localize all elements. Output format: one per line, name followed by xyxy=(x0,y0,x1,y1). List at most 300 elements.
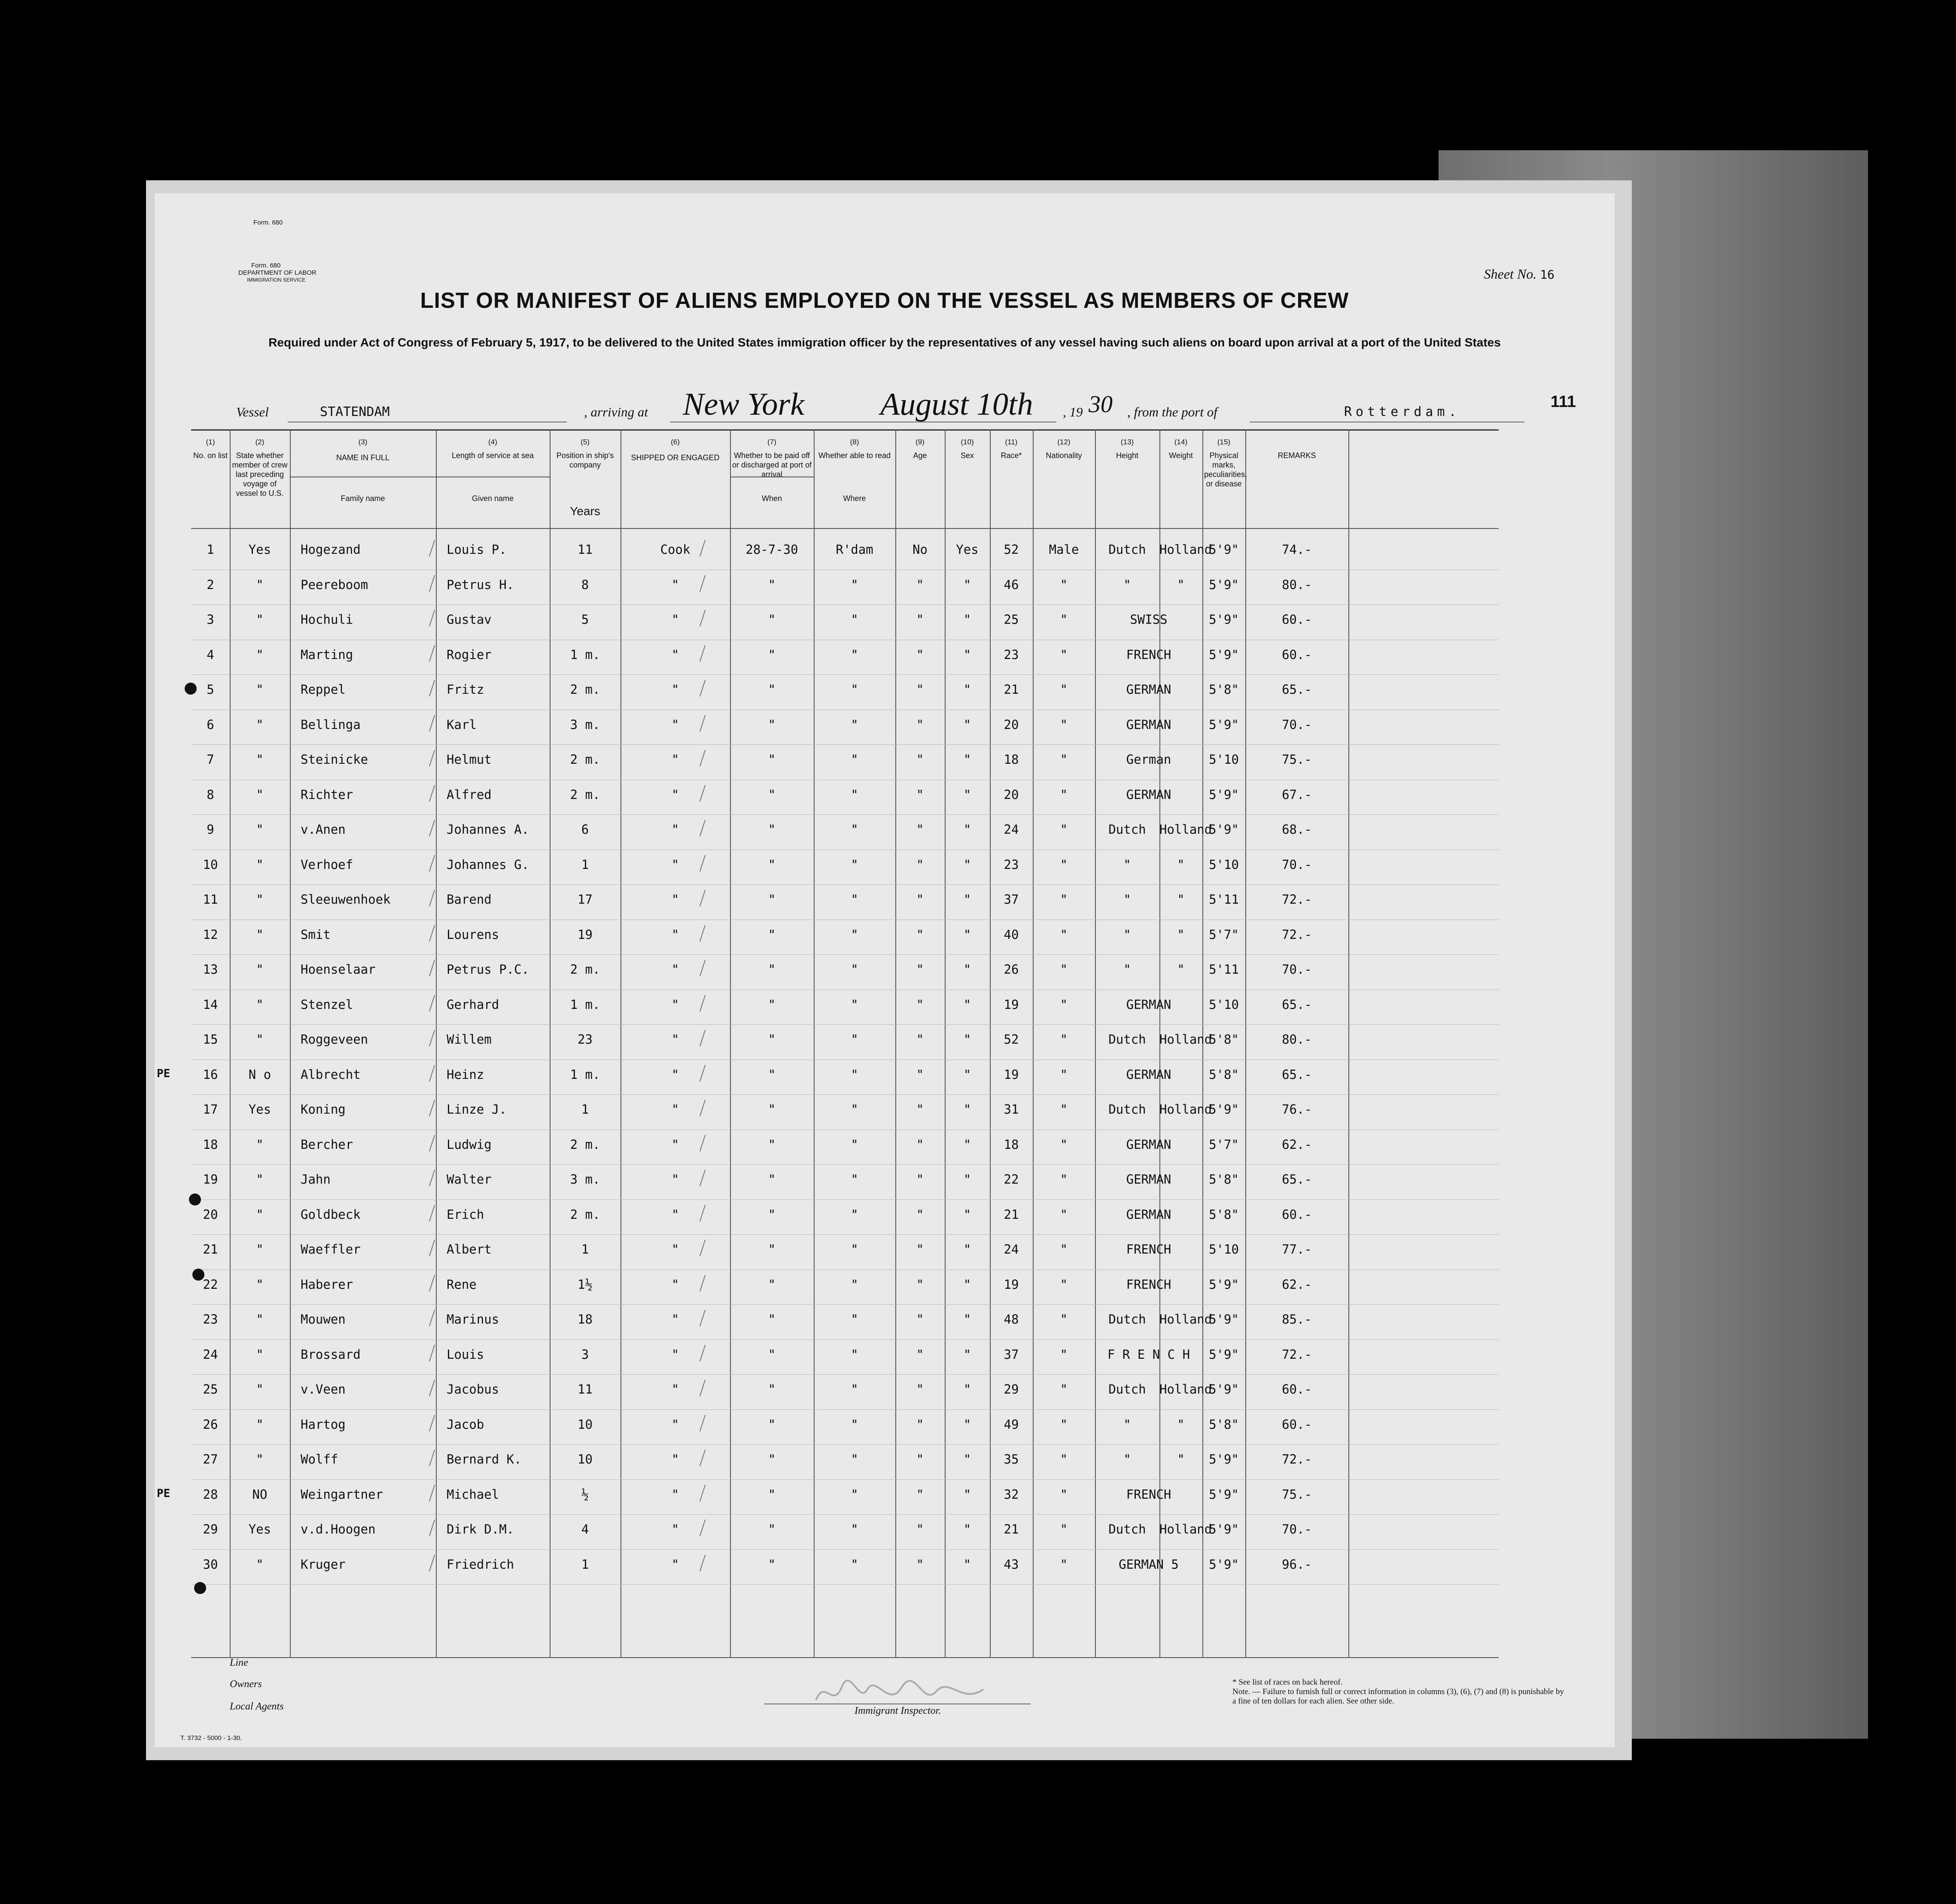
column-header-family-name: Family name xyxy=(341,494,385,503)
cell-height: 5'8" xyxy=(1209,1207,1239,1222)
cell-prev: " xyxy=(256,892,264,907)
cell-no: 2 xyxy=(207,577,214,592)
cell-paid: No xyxy=(913,542,928,557)
cell-height: 5'10 xyxy=(1209,857,1239,872)
check-mark xyxy=(429,540,435,557)
cell-position: " xyxy=(671,752,679,767)
cell-prev: " xyxy=(256,822,264,837)
check-mark xyxy=(429,1485,435,1501)
cell-where: " xyxy=(851,892,858,907)
cell-service: 1½ xyxy=(578,1277,593,1292)
cell-sex: " xyxy=(1060,1137,1068,1152)
row-line xyxy=(191,1164,1499,1165)
cell-paid: " xyxy=(916,1032,924,1047)
cell-weight: 70.- xyxy=(1282,717,1312,732)
footer-note-star: * See list of races on back hereof. xyxy=(1232,1678,1343,1687)
sheet-number-label: Sheet No. xyxy=(1484,266,1537,282)
cell-paid: " xyxy=(916,787,924,802)
cell-given: Albert xyxy=(447,1242,492,1257)
cell-family: Peereboom xyxy=(301,577,368,592)
cell-where: " xyxy=(851,717,858,732)
row-line xyxy=(191,1409,1499,1410)
cell-age: 19 xyxy=(1004,997,1019,1012)
cell-sex: Male xyxy=(1049,542,1079,557)
row-line xyxy=(191,1549,1499,1550)
cell-paid: " xyxy=(916,1067,924,1082)
cell-age: 18 xyxy=(1004,1137,1019,1152)
year-prefix: , 19 xyxy=(1063,404,1083,419)
cell-sex: " xyxy=(1060,962,1068,977)
cell-family: Waeffler xyxy=(301,1242,361,1257)
cell-when: " xyxy=(768,1172,776,1187)
column-number-14: (14) xyxy=(1174,438,1188,446)
cell-family: Jahn xyxy=(301,1172,331,1187)
cell-race: FRENCH xyxy=(1126,1487,1171,1502)
cell-when: " xyxy=(768,752,776,767)
cell-weight: 70.- xyxy=(1282,962,1312,977)
cell-paid: " xyxy=(916,927,924,942)
cell-nationality: Holland xyxy=(1159,1312,1212,1327)
cell-sex: " xyxy=(1060,1417,1068,1432)
check-mark xyxy=(429,1380,435,1397)
table-top-rule xyxy=(191,429,1499,431)
cell-race: Dutch xyxy=(1108,1522,1146,1537)
cell-no: 29 xyxy=(203,1522,218,1537)
arriving-label: , arriving at xyxy=(584,404,648,419)
cell-position: " xyxy=(671,892,679,907)
cell-weight: 65.- xyxy=(1282,682,1312,697)
cell-family: Sleeuwenhoek xyxy=(301,892,391,907)
cell-race: GERMAN xyxy=(1126,1207,1171,1222)
check-mark xyxy=(429,1100,435,1117)
department-form: Form. 680 xyxy=(251,262,281,269)
cell-given: Karl xyxy=(447,717,477,732)
cell-service: ½ xyxy=(581,1487,589,1502)
cell-paid: " xyxy=(916,1242,924,1257)
punch-hole xyxy=(194,1582,206,1594)
cell-prev: " xyxy=(256,857,264,872)
cell-weight: 67.- xyxy=(1282,787,1312,802)
cell-family: Hochuli xyxy=(301,612,353,627)
cell-service: 2 m. xyxy=(570,1137,600,1152)
cell-weight: 80.- xyxy=(1282,577,1312,592)
cell-prev: " xyxy=(256,1347,264,1362)
cell-age: 49 xyxy=(1004,1417,1019,1432)
cell-prev: N o xyxy=(248,1067,271,1082)
cell-read: " xyxy=(963,717,971,732)
arriving-place: New York xyxy=(683,387,805,422)
cell-sex: " xyxy=(1060,577,1068,592)
column-rule xyxy=(1348,429,1349,1657)
cell-race: GERMAN 5 xyxy=(1119,1557,1179,1572)
cell-given: Gustav xyxy=(447,612,492,627)
cell-no: 20 xyxy=(203,1207,218,1222)
row-line xyxy=(191,1584,1499,1585)
cell-prev: " xyxy=(256,1032,264,1047)
cell-age: 48 xyxy=(1004,1312,1019,1327)
cell-where: " xyxy=(851,1032,858,1047)
cell-weight: 85.- xyxy=(1282,1312,1312,1327)
cell-nationality: " xyxy=(1177,577,1185,592)
row-line xyxy=(191,954,1499,955)
cell-height: 5'7" xyxy=(1209,927,1239,942)
cell-race: GERMAN xyxy=(1126,682,1171,697)
cell-age: 18 xyxy=(1004,752,1019,767)
cell-where: " xyxy=(851,1172,858,1187)
cell-family: Brossard xyxy=(301,1347,361,1362)
cell-prev: " xyxy=(256,647,264,662)
cell-paid: " xyxy=(916,1347,924,1362)
cell-service: 5 xyxy=(581,612,589,627)
cell-no: 16 xyxy=(203,1067,218,1082)
cell-nationality: Holland xyxy=(1159,542,1212,557)
cell-family: Wolff xyxy=(301,1452,338,1467)
cell-service: 3 m. xyxy=(570,717,600,732)
cell-no: 4 xyxy=(207,647,214,662)
cell-race: " xyxy=(1123,962,1131,977)
cell-service: 10 xyxy=(578,1452,593,1467)
row-line xyxy=(191,744,1499,745)
cell-height: 5'9" xyxy=(1209,717,1239,732)
cell-family: Bercher xyxy=(301,1137,353,1152)
cell-paid: " xyxy=(916,822,924,837)
form-number-top: Form. 680 xyxy=(253,219,283,226)
column-header-given-name: Given name xyxy=(472,494,514,503)
cell-given: Helmut xyxy=(447,752,492,767)
column-header-6: SHIPPED OR ENGAGED xyxy=(631,453,720,462)
cell-paid: " xyxy=(916,1452,924,1467)
cell-read: " xyxy=(963,1557,971,1572)
cell-height: 5'9" xyxy=(1209,647,1239,662)
check-mark xyxy=(429,1415,435,1431)
cell-family: Hartog xyxy=(301,1417,346,1432)
column-number-10: (10) xyxy=(961,438,974,446)
cell-when: " xyxy=(768,647,776,662)
cell-when: " xyxy=(768,962,776,977)
row-line xyxy=(191,1374,1499,1375)
cell-position: " xyxy=(671,647,679,662)
punch-hole xyxy=(189,1193,201,1206)
cell-service: 2 m. xyxy=(570,787,600,802)
cell-position: " xyxy=(671,787,679,802)
column-header-3: NAME IN FULL xyxy=(336,453,390,462)
cell-family: Mouwen xyxy=(301,1312,346,1327)
cell-when: " xyxy=(768,997,776,1012)
cell-position: " xyxy=(671,1382,679,1397)
page-number: 111 xyxy=(1550,393,1576,411)
cell-family: Hogezand xyxy=(301,542,361,557)
cell-paid: " xyxy=(916,857,924,872)
vessel-label: Vessel xyxy=(236,404,269,419)
cell-weight: 70.- xyxy=(1282,857,1312,872)
check-mark xyxy=(429,1345,435,1361)
cell-age: 24 xyxy=(1004,1242,1019,1257)
cell-family: Smit xyxy=(301,927,331,942)
cell-where: " xyxy=(851,962,858,977)
page-subtitle: Required under Act of Congress of February 5, 1917, to be delivered to the United States immigration officer by the representatives of any vessel having such aliens on board upon arrival at a port of the United States xyxy=(268,336,1501,349)
cell-service: 4 xyxy=(581,1522,589,1537)
cell-family: Marting xyxy=(301,647,353,662)
check-mark xyxy=(429,925,435,941)
row-line xyxy=(191,1304,1499,1305)
cell-given: Jacobus xyxy=(447,1382,499,1397)
cell-family: v.Veen xyxy=(301,1382,346,1397)
cell-given: Rene xyxy=(447,1277,477,1292)
cell-race: " xyxy=(1123,577,1131,592)
cell-where: " xyxy=(851,1242,858,1257)
cell-race: GERMAN xyxy=(1126,1172,1171,1187)
cell-sex: " xyxy=(1060,717,1068,732)
cell-paid: " xyxy=(916,1557,924,1572)
cell-when: " xyxy=(768,1067,776,1082)
column-number-8: (8) xyxy=(850,438,859,446)
check-mark xyxy=(429,960,435,977)
cell-where: " xyxy=(851,997,858,1012)
cell-position: " xyxy=(671,1312,679,1327)
cell-no: 24 xyxy=(203,1347,218,1362)
cell-race: Dutch xyxy=(1108,1032,1146,1047)
row-line xyxy=(191,1269,1499,1270)
margin-annotation: PE xyxy=(157,1487,170,1500)
cell-sex: " xyxy=(1060,1312,1068,1327)
cell-age: 32 xyxy=(1004,1487,1019,1502)
cell-height: 5'9" xyxy=(1209,1277,1239,1292)
cell-age: 26 xyxy=(1004,962,1019,977)
cell-age: 20 xyxy=(1004,717,1019,732)
inspector-label: Immigrant Inspector. xyxy=(855,1705,941,1716)
column-header-5: Position in ship's company xyxy=(556,451,614,469)
cell-where: " xyxy=(851,1487,858,1502)
cell-weight: 72.- xyxy=(1282,927,1312,942)
cell-no: 28 xyxy=(203,1487,218,1502)
row-line xyxy=(191,604,1499,605)
column-header-15: Physical marks, peculiarities, or disease xyxy=(1204,451,1247,488)
cell-prev: " xyxy=(256,1417,264,1432)
cell-position: " xyxy=(671,997,679,1012)
column-number-7: (7) xyxy=(767,438,776,446)
cell-position: " xyxy=(671,1277,679,1292)
printer-code: T. 3732 - 5000 - 1-30. xyxy=(180,1734,242,1742)
check-mark xyxy=(429,1520,435,1537)
cell-paid: " xyxy=(916,1137,924,1152)
from-port: Rotterdam. xyxy=(1344,404,1460,419)
cell-paid: " xyxy=(916,612,924,627)
cell-race: GERMAN xyxy=(1126,787,1171,802)
cell-given: Ludwig xyxy=(447,1137,492,1152)
footer-note: Note. — Failure to furnish full or correct information in columns (3), (6), (7) and (8) is punishable by a fine of ten dollars for each alien. See other side. xyxy=(1232,1687,1564,1706)
cell-sex: " xyxy=(1060,752,1068,767)
cell-weight: 60.- xyxy=(1282,612,1312,627)
cell-service: 3 m. xyxy=(570,1172,600,1187)
cell-read: " xyxy=(963,892,971,907)
footer-agents-label: Local Agents xyxy=(230,1701,284,1712)
cell-family: v.Anen xyxy=(301,822,346,837)
cell-weight: 70.- xyxy=(1282,1522,1312,1537)
cell-no: 3 xyxy=(207,612,214,627)
cell-when: 28-7-30 xyxy=(745,542,798,557)
check-mark xyxy=(429,890,435,907)
cell-race: GERMAN xyxy=(1126,997,1171,1012)
department-line2: IMMIGRATION SERVICE xyxy=(247,277,306,283)
check-mark xyxy=(429,1450,435,1467)
cell-nationality: " xyxy=(1177,962,1185,977)
cell-race: SWISS xyxy=(1130,612,1168,627)
cell-family: Albrecht xyxy=(301,1067,361,1082)
cell-family: Verhoef xyxy=(301,857,353,872)
cell-no: 13 xyxy=(203,962,218,977)
cell-service: 17 xyxy=(578,892,593,907)
cell-weight: 60.- xyxy=(1282,1382,1312,1397)
cell-race: FRENCH xyxy=(1126,1277,1171,1292)
cell-sex: " xyxy=(1060,1347,1068,1362)
cell-read: " xyxy=(963,752,971,767)
cell-no: 11 xyxy=(203,892,218,907)
cell-given: Friedrich xyxy=(447,1557,514,1572)
cell-read: " xyxy=(963,1522,971,1537)
cell-age: 19 xyxy=(1004,1277,1019,1292)
cell-weight: 96.- xyxy=(1282,1557,1312,1572)
cell-service: 1 xyxy=(581,857,589,872)
cell-nationality: Holland xyxy=(1159,822,1212,837)
cell-weight: 75.- xyxy=(1282,752,1312,767)
cell-nationality: " xyxy=(1177,1417,1185,1432)
column-number-5: (5) xyxy=(581,438,590,446)
cell-no: 9 xyxy=(207,822,214,837)
cell-family: Roggeveen xyxy=(301,1032,368,1047)
cell-prev: " xyxy=(256,927,264,942)
cell-read: " xyxy=(963,1172,971,1187)
cell-no: 30 xyxy=(203,1557,218,1572)
column-header-where: Where xyxy=(843,494,866,503)
cell-where: " xyxy=(851,1557,858,1572)
cell-age: 52 xyxy=(1004,1032,1019,1047)
cell-service: 1 m. xyxy=(570,647,600,662)
cell-height: 5'9" xyxy=(1209,1487,1239,1502)
check-mark xyxy=(429,575,435,592)
page-title: LIST OR MANIFEST OF ALIENS EMPLOYED ON THE VESSEL AS MEMBERS OF CREW xyxy=(420,288,1349,313)
cell-given: Heinz xyxy=(447,1067,484,1082)
cell-sex: " xyxy=(1060,1277,1068,1292)
cell-sex: " xyxy=(1060,1207,1068,1222)
cell-paid: " xyxy=(916,577,924,592)
check-mark xyxy=(429,820,435,837)
cell-position: " xyxy=(671,1487,679,1502)
cell-paid: " xyxy=(916,892,924,907)
cell-where: " xyxy=(851,752,858,767)
cell-position: " xyxy=(671,1172,679,1187)
cell-family: Richter xyxy=(301,787,353,802)
cell-read: " xyxy=(963,1277,971,1292)
cell-race: Dutch xyxy=(1108,822,1146,837)
column-header-11: Race* xyxy=(1001,451,1022,460)
cell-given: Jacob xyxy=(447,1417,484,1432)
cell-no: 18 xyxy=(203,1137,218,1152)
cell-prev: " xyxy=(256,962,264,977)
cell-read: Yes xyxy=(956,542,979,557)
cell-race: GERMAN xyxy=(1126,1137,1171,1152)
cell-height: 5'8" xyxy=(1209,1417,1239,1432)
cell-given: Linze J. xyxy=(447,1102,507,1117)
cell-when: " xyxy=(768,1522,776,1537)
cell-prev: " xyxy=(256,1452,264,1467)
cell-given: Johannes A. xyxy=(447,822,529,837)
column-header-years: Years xyxy=(570,504,600,518)
cell-position: " xyxy=(671,1067,679,1082)
cell-race: " xyxy=(1123,892,1131,907)
cell-when: " xyxy=(768,892,776,907)
cell-read: " xyxy=(963,1067,971,1082)
cell-when: " xyxy=(768,1487,776,1502)
cell-when: " xyxy=(768,787,776,802)
cell-where: " xyxy=(851,1347,858,1362)
vessel-line xyxy=(236,387,1524,425)
check-mark xyxy=(429,1275,435,1291)
cell-when: " xyxy=(768,927,776,942)
cell-sex: " xyxy=(1060,787,1068,802)
cell-service: 19 xyxy=(578,927,593,942)
cell-where: " xyxy=(851,612,858,627)
department-line1: DEPARTMENT OF LABOR xyxy=(238,269,316,276)
cell-position: " xyxy=(671,1522,679,1537)
cell-paid: " xyxy=(916,1312,924,1327)
cell-age: 21 xyxy=(1004,682,1019,697)
row-line xyxy=(191,1339,1499,1340)
check-mark xyxy=(429,1205,435,1221)
cell-service: 6 xyxy=(581,822,589,837)
cell-height: 5'7" xyxy=(1209,1137,1239,1152)
cell-family: Steinicke xyxy=(301,752,368,767)
check-mark xyxy=(429,750,435,767)
cell-where: " xyxy=(851,1522,858,1537)
cell-family: Reppel xyxy=(301,682,346,697)
cell-prev: " xyxy=(256,997,264,1012)
cell-read: " xyxy=(963,1102,971,1117)
column-number-15: (15) xyxy=(1217,438,1231,446)
cell-position: Cook xyxy=(660,542,691,557)
check-mark xyxy=(429,1065,435,1081)
footer-owners-label: Owners xyxy=(230,1679,262,1690)
cell-no: 14 xyxy=(203,997,218,1012)
cell-prev: Yes xyxy=(248,1102,271,1117)
cell-weight: 62.- xyxy=(1282,1137,1312,1152)
cell-paid: " xyxy=(916,997,924,1012)
cell-family: Koning xyxy=(301,1102,346,1117)
cell-given: Michael xyxy=(447,1487,499,1502)
cell-when: " xyxy=(768,1557,776,1572)
cell-prev: " xyxy=(256,752,264,767)
column-number-4: (4) xyxy=(488,438,497,446)
punch-hole xyxy=(192,1269,204,1281)
column-number-11: (11) xyxy=(1005,438,1018,446)
cell-where: " xyxy=(851,1277,858,1292)
column-rule xyxy=(290,429,291,1657)
cell-read: " xyxy=(963,1137,971,1152)
cell-weight: 75.- xyxy=(1282,1487,1312,1502)
cell-where: " xyxy=(851,1067,858,1082)
arrival-date: August 10th xyxy=(880,387,1033,422)
column-header-1: No. on list xyxy=(193,451,228,460)
cell-service: 10 xyxy=(578,1417,593,1432)
cell-no: 26 xyxy=(203,1417,218,1432)
cell-prev: " xyxy=(256,577,264,592)
cell-service: 1 xyxy=(581,1242,589,1257)
cell-height: 5'8" xyxy=(1209,1032,1239,1047)
cell-height: 5'8" xyxy=(1209,1172,1239,1187)
cell-given: Bernard K. xyxy=(447,1452,522,1467)
cell-when: " xyxy=(768,717,776,732)
cell-read: " xyxy=(963,1382,971,1397)
cell-no: 25 xyxy=(203,1382,218,1397)
